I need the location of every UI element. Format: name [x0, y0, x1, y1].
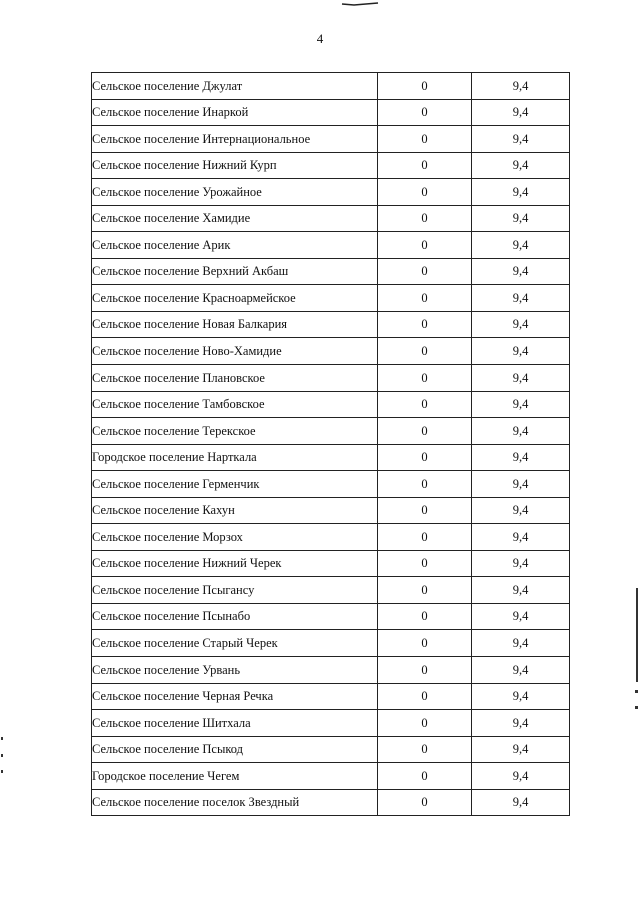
- settlement-name-cell: Сельское поселение Джулат: [92, 73, 378, 100]
- value-2-cell: 9,4: [472, 497, 570, 524]
- table-row: [92, 338, 570, 365]
- value-1-cell: 0: [378, 179, 472, 206]
- scan-artifact-left: [1, 754, 3, 757]
- value-1-cell: 0: [378, 736, 472, 763]
- scan-artifact-top: [340, 2, 380, 6]
- value-2-cell: 9,4: [472, 657, 570, 684]
- value-1-cell: 0: [378, 126, 472, 153]
- value-2-cell: 9,4: [472, 99, 570, 126]
- value-2-cell: 9,4: [472, 152, 570, 179]
- settlement-name-cell: Сельское поселение Плановское: [92, 365, 378, 392]
- settlement-name-cell: Сельское поселение Интернациональное: [92, 126, 378, 153]
- table-row: [92, 258, 570, 285]
- value-1-cell: 0: [378, 285, 472, 312]
- table-row: [92, 152, 570, 179]
- value-1-cell: 0: [378, 258, 472, 285]
- value-2-cell: 9,4: [472, 736, 570, 763]
- settlement-name-cell: Сельское поселение поселок Звездный: [92, 789, 378, 816]
- value-2-cell: 9,4: [472, 391, 570, 418]
- value-1-cell: 0: [378, 444, 472, 471]
- value-1-cell: 0: [378, 365, 472, 392]
- value-1-cell: 0: [378, 391, 472, 418]
- value-2-cell: 9,4: [472, 205, 570, 232]
- table-row: [92, 205, 570, 232]
- table-row: [92, 763, 570, 790]
- table-row: [92, 789, 570, 816]
- table-row: [92, 603, 570, 630]
- settlements-table: [91, 72, 570, 816]
- table-row: [92, 391, 570, 418]
- value-2-cell: 9,4: [472, 471, 570, 498]
- value-2-cell: 9,4: [472, 258, 570, 285]
- settlement-name-cell: Сельское поселение Тамбовское: [92, 391, 378, 418]
- value-2-cell: 9,4: [472, 524, 570, 551]
- table-row: [92, 550, 570, 577]
- scan-artifact-right: [635, 706, 638, 709]
- settlement-name-cell: Сельское поселение Псыгансу: [92, 577, 378, 604]
- value-2-cell: 9,4: [472, 763, 570, 790]
- settlement-name-cell: Сельское поселение Верхний Акбаш: [92, 258, 378, 285]
- value-2-cell: 9,4: [472, 550, 570, 577]
- settlement-name-cell: Сельское поселение Черная Речка: [92, 683, 378, 710]
- value-1-cell: 0: [378, 577, 472, 604]
- page-number: 4: [316, 31, 324, 46]
- settlement-name-cell: Сельское поселение Инаркой: [92, 99, 378, 126]
- value-1-cell: 0: [378, 338, 472, 365]
- settlement-name-cell: Сельское поселение Псыкод: [92, 736, 378, 763]
- settlement-name-cell: Сельское поселение Хамидие: [92, 205, 378, 232]
- table-row: [92, 736, 570, 763]
- settlement-name-cell: Сельское поселение Нижний Курп: [92, 152, 378, 179]
- value-1-cell: 0: [378, 73, 472, 100]
- value-2-cell: 9,4: [472, 126, 570, 153]
- table-row: [92, 126, 570, 153]
- value-1-cell: 0: [378, 418, 472, 445]
- value-1-cell: 0: [378, 789, 472, 816]
- table-row: [92, 497, 570, 524]
- value-2-cell: 9,4: [472, 232, 570, 259]
- table-row: [92, 444, 570, 471]
- value-2-cell: 9,4: [472, 365, 570, 392]
- value-1-cell: 0: [378, 603, 472, 630]
- settlement-name-cell: Сельское поселение Псынабо: [92, 603, 378, 630]
- table-row: [92, 630, 570, 657]
- settlement-name-cell: Сельское поселение Морзох: [92, 524, 378, 551]
- value-2-cell: 9,4: [472, 577, 570, 604]
- value-1-cell: 0: [378, 683, 472, 710]
- value-2-cell: 9,4: [472, 311, 570, 338]
- settlement-name-cell: Сельское поселение Старый Черек: [92, 630, 378, 657]
- settlement-name-cell: Сельское поселение Красноармейское: [92, 285, 378, 312]
- value-1-cell: 0: [378, 657, 472, 684]
- settlement-name-cell: Сельское поселение Герменчик: [92, 471, 378, 498]
- scan-artifact-right: [635, 690, 638, 693]
- scan-artifact-left: [1, 737, 3, 740]
- table-row: [92, 418, 570, 445]
- value-2-cell: 9,4: [472, 603, 570, 630]
- value-2-cell: 9,4: [472, 683, 570, 710]
- table-row: [92, 710, 570, 737]
- value-2-cell: 9,4: [472, 789, 570, 816]
- scan-artifact-left: [1, 770, 3, 773]
- settlement-name-cell: Городское поселение Чегем: [92, 763, 378, 790]
- settlement-name-cell: Сельское поселение Урожайное: [92, 179, 378, 206]
- table-row: [92, 73, 570, 100]
- value-1-cell: 0: [378, 471, 472, 498]
- value-2-cell: 9,4: [472, 338, 570, 365]
- table-row: [92, 577, 570, 604]
- value-1-cell: 0: [378, 630, 472, 657]
- value-2-cell: 9,4: [472, 73, 570, 100]
- value-2-cell: 9,4: [472, 444, 570, 471]
- table-row: [92, 657, 570, 684]
- table-row: [92, 524, 570, 551]
- value-1-cell: 0: [378, 550, 472, 577]
- value-1-cell: 0: [378, 232, 472, 259]
- table-row: [92, 365, 570, 392]
- settlement-name-cell: Сельское поселение Ново-Хамидие: [92, 338, 378, 365]
- value-1-cell: 0: [378, 524, 472, 551]
- settlement-name-cell: Сельское поселение Шитхала: [92, 710, 378, 737]
- table-row: [92, 471, 570, 498]
- settlement-name-cell: Сельское поселение Новая Балкария: [92, 311, 378, 338]
- value-1-cell: 0: [378, 152, 472, 179]
- table-row: [92, 99, 570, 126]
- value-2-cell: 9,4: [472, 418, 570, 445]
- table-body: [92, 73, 570, 816]
- settlement-name-cell: Сельское поселение Нижний Черек: [92, 550, 378, 577]
- value-1-cell: 0: [378, 710, 472, 737]
- settlement-name-cell: Сельское поселение Кахун: [92, 497, 378, 524]
- table-row: [92, 232, 570, 259]
- value-1-cell: 0: [378, 497, 472, 524]
- value-1-cell: 0: [378, 99, 472, 126]
- scan-artifact-right: [636, 588, 638, 682]
- value-2-cell: 9,4: [472, 179, 570, 206]
- settlement-name-cell: Сельское поселение Урвань: [92, 657, 378, 684]
- table-row: [92, 683, 570, 710]
- table-row: [92, 311, 570, 338]
- settlement-name-cell: Сельское поселение Арик: [92, 232, 378, 259]
- value-1-cell: 0: [378, 763, 472, 790]
- value-2-cell: 9,4: [472, 630, 570, 657]
- value-2-cell: 9,4: [472, 285, 570, 312]
- settlement-name-cell: Городское поселение Нарткала: [92, 444, 378, 471]
- table-row: [92, 179, 570, 206]
- table-row: [92, 285, 570, 312]
- value-1-cell: 0: [378, 311, 472, 338]
- value-1-cell: 0: [378, 205, 472, 232]
- value-2-cell: 9,4: [472, 710, 570, 737]
- settlement-name-cell: Сельское поселение Терекское: [92, 418, 378, 445]
